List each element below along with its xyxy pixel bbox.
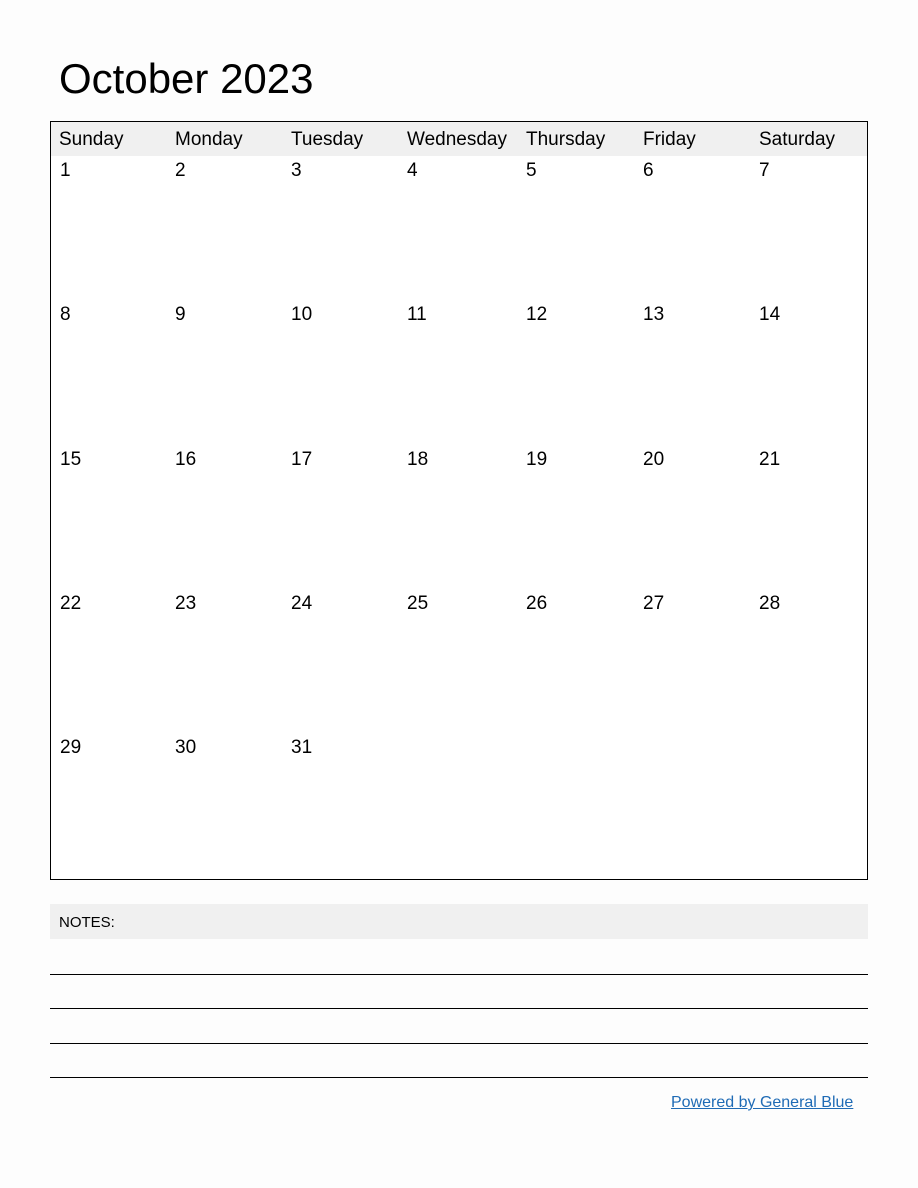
note-line [50, 1008, 868, 1009]
day-cell: 13 [643, 304, 665, 325]
calendar-grid [50, 121, 868, 880]
day-cell: 1 [60, 160, 71, 181]
day-cell: 14 [759, 304, 781, 325]
powered-by-link[interactable]: Powered by General Blue [671, 1094, 854, 1111]
day-cell: 11 [407, 304, 427, 325]
weekday-wednesday: Wednesday [407, 129, 507, 150]
day-cell: 26 [526, 593, 548, 614]
notes-label: NOTES: [59, 914, 115, 931]
weekday-friday: Friday [643, 129, 696, 150]
day-cell: 31 [291, 737, 313, 758]
weekday-thursday: Thursday [526, 129, 606, 150]
weekday-tuesday: Tuesday [291, 129, 364, 150]
weekday-header-row [51, 122, 867, 156]
day-cell: 29 [60, 737, 82, 758]
day-cell: 27 [643, 593, 665, 614]
day-cell: 2 [175, 160, 186, 181]
day-cell: 19 [526, 449, 548, 470]
weekday-sunday: Sunday [59, 129, 124, 150]
day-cell: 15 [60, 449, 82, 470]
day-cell: 12 [526, 304, 548, 325]
day-cell: 16 [175, 449, 197, 470]
day-cell: 7 [759, 160, 770, 181]
day-cell: 21 [759, 449, 781, 470]
page-title: October 2023 [59, 55, 314, 102]
day-cell: 9 [175, 304, 186, 325]
note-line [50, 974, 868, 975]
day-cell: 5 [526, 160, 537, 181]
weekday-monday: Monday [175, 129, 243, 150]
day-cell: 24 [291, 593, 313, 614]
day-cell: 22 [60, 593, 82, 614]
day-cell: 28 [759, 593, 781, 614]
note-line [50, 1043, 868, 1044]
day-cell: 8 [60, 304, 71, 325]
day-cell: 18 [407, 449, 429, 470]
day-cell: 17 [291, 449, 313, 470]
day-cell: 30 [175, 737, 197, 758]
day-cell: 25 [407, 593, 429, 614]
weekday-saturday: Saturday [759, 129, 836, 150]
day-cell: 20 [643, 449, 665, 470]
day-cell: 4 [407, 160, 418, 181]
day-cell: 10 [291, 304, 313, 325]
day-cell: 23 [175, 593, 197, 614]
day-cell: 6 [643, 160, 654, 181]
note-line [50, 1077, 868, 1078]
day-cell: 3 [291, 160, 302, 181]
notes-header [50, 904, 868, 939]
